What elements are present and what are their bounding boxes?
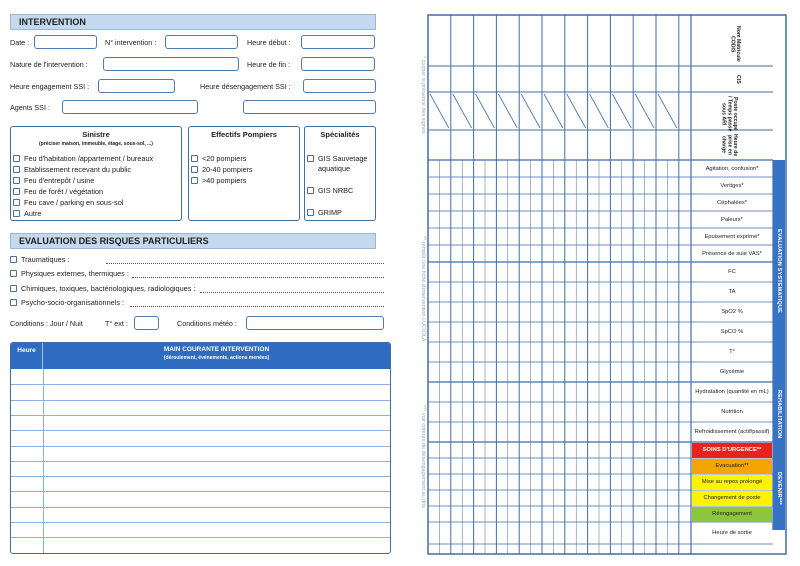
- grid-row-label: Hydratation (quantité en mL): [695, 389, 769, 396]
- risk-psycho[interactable]: Psycho-socio-organisationnels :: [10, 298, 124, 307]
- grid-row-label: Heure de sortie: [712, 530, 752, 537]
- checkbox[interactable]: [307, 187, 314, 194]
- grid-row-label: SpCO %: [720, 329, 744, 336]
- grid-row-label: Vertiges*: [720, 182, 744, 189]
- sinistre-title: Sinistre: [82, 130, 110, 139]
- main-courante-row[interactable]: [11, 507, 390, 508]
- grid-row-label: Présence de suie VAS*: [702, 250, 762, 257]
- main-courante-row[interactable]: [11, 476, 390, 477]
- date-field[interactable]: [34, 35, 97, 49]
- engagement-field[interactable]: [98, 79, 175, 93]
- risques-header: EVALUATION DES RISQUES PARTICULIERS: [10, 233, 376, 249]
- checkbox[interactable]: [13, 155, 20, 162]
- checkbox[interactable]: [10, 270, 17, 277]
- main-courante-row[interactable]: [11, 461, 390, 462]
- grid-row-label: Paleurs*: [721, 216, 743, 223]
- checkbox[interactable]: [191, 166, 198, 173]
- main-courante-subtitle: (déroulement, événements, actions menées): [163, 355, 270, 361]
- risk-traumatic[interactable]: Traumatiques :: [10, 255, 69, 264]
- grid-row-label: SpO2 %: [721, 309, 743, 316]
- header-prise-en-charge: Heure de prise en charge: [720, 133, 738, 157]
- main-courante-row[interactable]: [11, 522, 390, 523]
- disengagement-field[interactable]: [303, 79, 376, 93]
- sidebar-rehabilitation: REHABILITATION: [773, 382, 785, 446]
- end-time-label: Heure de fin :: [247, 60, 291, 69]
- grid-row-label: Refroidissement (actif/passif): [694, 429, 770, 436]
- sidebar-evaluation: EVALUATION SYSTEMATIQUE: [773, 160, 785, 382]
- meteo-label: Conditions météo :: [177, 319, 237, 328]
- intervention-header: INTERVENTION: [10, 14, 376, 30]
- risk-physical[interactable]: Physiques externes, thermiques :: [10, 269, 129, 278]
- date-label: Date :: [10, 38, 30, 47]
- note-disengagement: *** voir critères de désengagement au dos: [420, 405, 426, 509]
- specialites-option[interactable]: GIS Sauvetage aquatique: [307, 154, 375, 174]
- grid-row-label: T°: [729, 349, 735, 356]
- dotted-line[interactable]: [132, 277, 384, 278]
- main-courante-row[interactable]: [11, 384, 390, 385]
- grid-row-label: Agitation, confusion*: [705, 165, 759, 172]
- risk-chemical[interactable]: Chimiques, toxiques, bactériologiques, radiologiques :: [10, 284, 195, 293]
- intervention-number-field[interactable]: [165, 35, 238, 49]
- grid-row-label: Evacuation**: [692, 459, 772, 474]
- sidebar-devenir: DEVENIR***: [773, 446, 785, 530]
- grid-row-label: Céphalées*: [717, 199, 747, 206]
- sinistre-option[interactable]: Feu cave / parking en sous-sol: [13, 198, 123, 207]
- specialites-option[interactable]: GRIMP: [307, 208, 342, 217]
- checkbox[interactable]: [307, 155, 314, 162]
- grid-row-label: FC: [728, 269, 736, 276]
- header-nom-matricule: Nom Matricule CODIS: [729, 26, 741, 62]
- nature-label: Nature de l'intervention :: [10, 60, 88, 69]
- end-time-field[interactable]: [301, 57, 375, 71]
- main-courante-row[interactable]: [11, 491, 390, 492]
- grid-row-label: Epuisement exprimé*: [704, 233, 760, 240]
- conditions-label: Conditions : Jour / Nuit: [10, 319, 83, 328]
- checkbox[interactable]: [10, 285, 17, 292]
- checkbox[interactable]: [13, 199, 20, 206]
- effectifs-title: Effectifs Pompiers: [211, 130, 277, 139]
- main-courante-row[interactable]: [11, 430, 390, 431]
- header-cis: CIS: [735, 74, 741, 84]
- engagement-label: Heure engagement SSI :: [10, 82, 90, 91]
- sinistre-option[interactable]: Feu d'entrepôt / usine: [13, 176, 94, 185]
- checkbox[interactable]: [10, 299, 17, 306]
- temp-field[interactable]: [134, 316, 159, 330]
- sinistre-option[interactable]: Feu d'habitation /appartement / bureaux: [13, 154, 153, 163]
- checkbox[interactable]: [13, 210, 20, 217]
- start-time-label: Heure début :: [247, 38, 291, 47]
- grid-row-label: Glycémie: [719, 369, 745, 376]
- effectifs-box: [188, 126, 300, 221]
- sinistre-box: [10, 126, 182, 221]
- main-courante-title: MAIN COURANTE INTERVENTION: [163, 346, 270, 353]
- header-poste: Poste occupé / Temps passé sous ARI: [720, 96, 738, 132]
- dotted-line[interactable]: [130, 306, 384, 307]
- grid-row-label: Nutrition: [721, 409, 743, 416]
- grid-row-label: Changement de poste: [692, 491, 772, 506]
- agents-field-2[interactable]: [243, 100, 376, 114]
- checkbox[interactable]: [13, 188, 20, 195]
- checkbox[interactable]: [307, 209, 314, 216]
- main-courante-table: [10, 342, 391, 554]
- agents-field-1[interactable]: [62, 100, 198, 114]
- specialites-box: [304, 126, 376, 221]
- checkbox[interactable]: [13, 166, 20, 173]
- checkbox[interactable]: [191, 155, 198, 162]
- checkbox[interactable]: [10, 256, 17, 263]
- note-luciola: ** remplir une fiche d'intervention LUCIOLA: [420, 236, 426, 342]
- grid-row-label: Mise au repos prolongé: [692, 475, 772, 490]
- effectifs-option[interactable]: <20 pompiers: [191, 154, 246, 163]
- nature-field[interactable]: [103, 57, 239, 71]
- effectifs-option[interactable]: >40 pompiers: [191, 176, 246, 185]
- intervention-number-label: N° intervention :: [105, 38, 157, 47]
- grid-row-label: Réengagement: [692, 507, 772, 522]
- main-courante-row[interactable]: [11, 537, 390, 538]
- checkbox[interactable]: [191, 177, 198, 184]
- sinistre-subtitle: (préciser maison, immeuble, étage, sous-sol, ...): [39, 141, 153, 147]
- grid-row-label: TA: [728, 289, 736, 296]
- dotted-line[interactable]: [106, 263, 384, 264]
- temp-label: T° ext :: [105, 319, 128, 328]
- sinistre-option[interactable]: Etablissement recevant du public: [13, 165, 131, 174]
- main-courante-row[interactable]: [11, 553, 390, 554]
- main-courante-row[interactable]: [11, 400, 390, 401]
- checkbox[interactable]: [13, 177, 20, 184]
- main-courante-header: [11, 343, 390, 369]
- note-signs: * cocher si présence des signes: [420, 56, 426, 134]
- start-time-field[interactable]: [301, 35, 375, 49]
- grid-row-label: SOINS D'URGENCE**: [692, 443, 772, 458]
- col-heure: Heure: [11, 343, 43, 369]
- agents-label: Agents SSI :: [10, 103, 50, 112]
- effectifs-option[interactable]: 20-40 pompiers: [191, 165, 253, 174]
- specialites-option[interactable]: GIS NRBC: [307, 186, 353, 195]
- disengagement-label: Heure désengagement SSI :: [200, 82, 291, 91]
- sinistre-option[interactable]: Autre: [13, 209, 41, 218]
- main-courante-row[interactable]: [11, 446, 390, 447]
- meteo-field[interactable]: [246, 316, 384, 330]
- sinistre-option[interactable]: Feu de forêt / végétation: [13, 187, 103, 196]
- dotted-line[interactable]: [200, 292, 384, 293]
- specialites-title: Spécialités: [320, 130, 360, 139]
- main-courante-row[interactable]: [11, 415, 390, 416]
